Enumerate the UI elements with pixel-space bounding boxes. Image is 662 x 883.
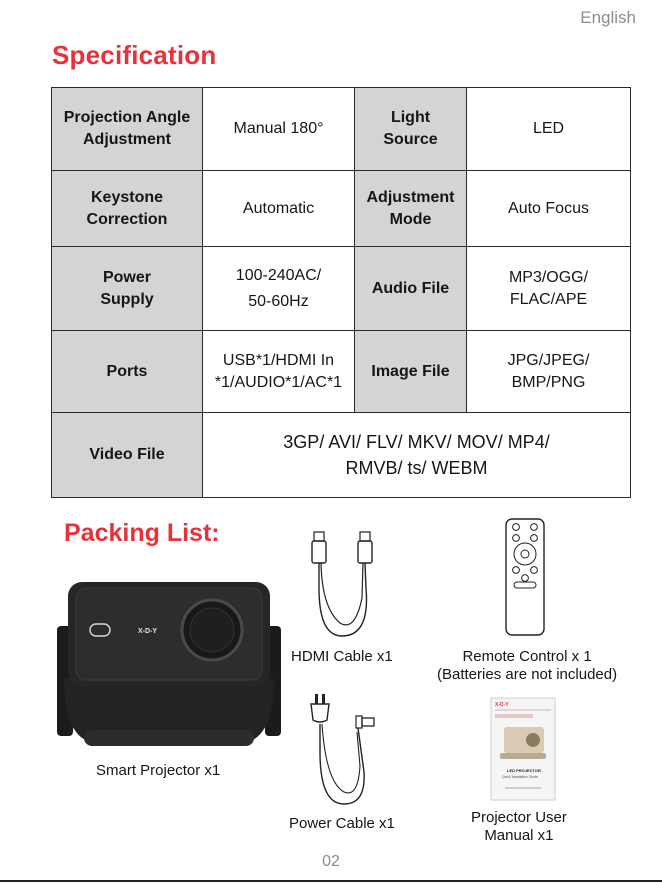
manual-subtitle: Quick Installation Guide — [502, 775, 538, 779]
spec-label — [354, 88, 466, 170]
spec-value-text: 3GP/ AVI/ FLV/ MKV/ MOV/ MP4/ RMVB/ ts/ WEBM — [283, 431, 550, 478]
spec-label-text: Projection Angle Adjustment — [63, 109, 191, 148]
manual-title: LED PROJECTOR — [507, 768, 541, 773]
projector-image — [54, 578, 284, 756]
spec-value — [202, 88, 354, 170]
manual-caption-text: Projector User Manual x1 — [471, 809, 567, 844]
spec-value-text: MP3/OGG/ FLAC/APE — [508, 268, 589, 308]
spec-value-text: Automatic — [242, 199, 315, 217]
spec-value — [202, 247, 354, 330]
spec-label — [52, 331, 202, 412]
hdmi-caption: HDMI Cable x1 — [291, 648, 393, 665]
spec-value — [202, 331, 354, 412]
spec-row-video — [52, 412, 630, 497]
spec-value-text: LED — [532, 120, 565, 138]
power-cable-image — [302, 692, 382, 810]
spec-value-text: JPG/JPEG/ BMP/PNG — [507, 351, 590, 391]
spec-value-text: USB*1/HDMI In *1/AUDIO*1/AC*1 — [214, 351, 343, 391]
spec-label — [52, 247, 202, 330]
spec-label — [52, 171, 202, 246]
power-cable-caption: Power Cable x1 — [289, 815, 395, 832]
spec-label-text: Image File — [371, 362, 450, 380]
spec-label — [52, 88, 202, 170]
spec-value — [202, 413, 630, 497]
manual-image — [490, 697, 556, 801]
spec-value-text: Manual 180° — [233, 120, 324, 138]
spec-label-text: Adjustment Mode — [366, 188, 455, 228]
spec-value — [202, 171, 354, 246]
spec-label-text: Power Supply — [100, 268, 154, 308]
page-number: 02 — [322, 853, 340, 870]
specification-heading: Specification — [52, 40, 217, 70]
spec-value — [466, 171, 630, 246]
spec-label — [354, 171, 466, 246]
spec-label — [354, 247, 466, 330]
language-label: English — [580, 8, 636, 27]
projector-logo: X-D-Y — [138, 628, 158, 635]
spec-label-text: Video File — [89, 446, 165, 464]
spec-label-text: Keystone Correction — [86, 188, 168, 228]
spec-value — [466, 331, 630, 412]
spec-label — [354, 331, 466, 412]
specification-table — [51, 87, 631, 498]
projector-caption: Smart Projector x1 — [96, 762, 221, 779]
spec-row-power — [52, 246, 630, 330]
spec-label-text: Ports — [106, 362, 148, 380]
spec-row-ports — [52, 330, 630, 412]
manual-brand: X-D-Y — [495, 702, 509, 708]
spec-value — [466, 247, 630, 330]
spec-value — [466, 88, 630, 170]
manual-caption — [471, 809, 567, 845]
spec-row-projection — [52, 88, 630, 170]
hdmi-cable-image — [300, 528, 390, 643]
spec-label-text: Light Source — [383, 109, 438, 148]
spec-value-text: 100-240AC/ 50-60Hz — [235, 266, 322, 310]
remote-caption-text: Remote Control x 1 (Batteries are not included) — [437, 648, 618, 683]
spec-label — [52, 413, 202, 497]
packing-list-heading: Packing List: — [64, 519, 220, 547]
bottom-rule — [0, 880, 662, 882]
spec-label-text: Audio File — [371, 279, 450, 297]
spec-row-keystone — [52, 170, 630, 246]
remote-control-image — [504, 518, 546, 636]
spec-value-text: Auto Focus — [508, 199, 589, 217]
remote-caption — [437, 648, 617, 684]
